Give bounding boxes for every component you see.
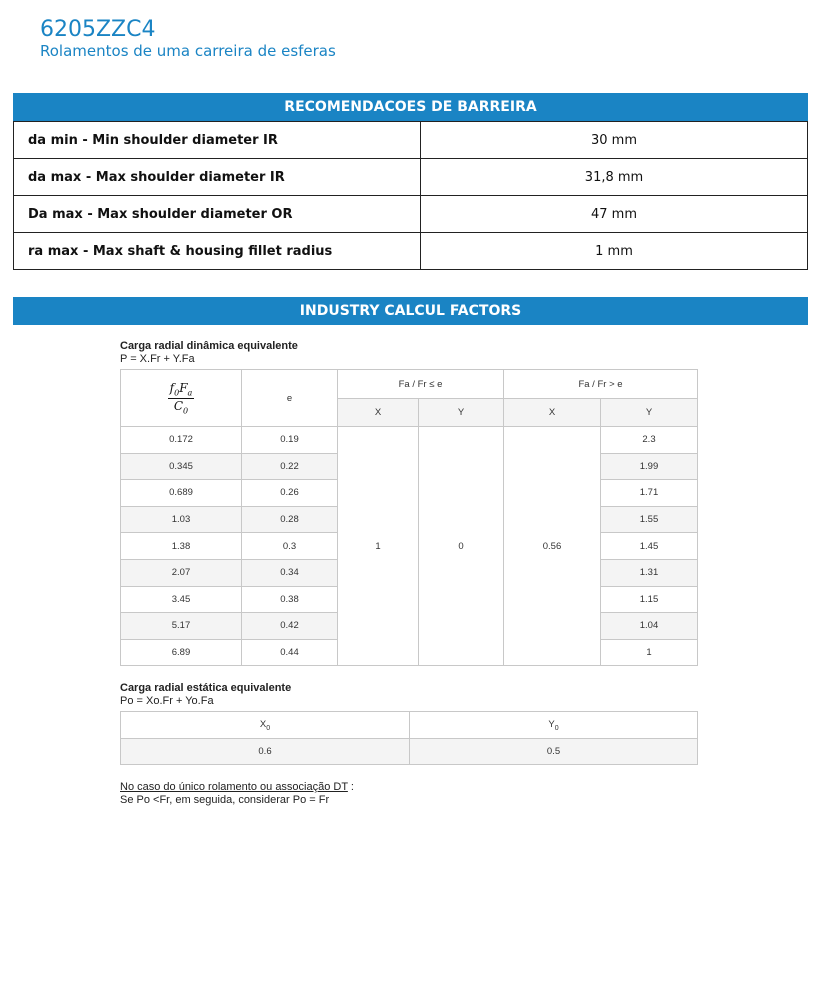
ratio-cell: 0.689 [121,480,242,507]
barreira-value: 30 mm [421,122,808,159]
e-cell: 0.42 [242,613,338,640]
ratio-cell: 2.07 [121,559,242,586]
barreira-row [14,122,808,159]
ratio-numerator: $f_0F_a$ [169,381,193,398]
page-header [40,18,336,60]
barreira-value: 1 mm [421,233,808,270]
barreira-label: da max - Max shoulder diameter IR [14,159,421,196]
x0-header: $X_0$ [121,712,410,739]
barreira-row [14,196,808,233]
dynamic-load-label: Carga radial dinâmica equivalente [120,340,298,352]
group2-header: Fa / Fr > e [504,370,698,399]
merged-merged-x1-cell: 1 [338,427,419,666]
note-colon: : [347,781,354,794]
barreira-table [13,121,808,270]
merged-merged-x2-cell: 0.56 [504,427,601,666]
barreira-row [14,159,808,196]
y0-header: $Y_0$ [410,712,698,739]
y1-header: Y [419,399,504,427]
x2-header: X [504,399,601,427]
barreira-value: 31,8 mm [421,159,808,196]
barreira-heading: RECOMENDACOES DE BARREIRA [13,93,808,121]
y2-cell: 1.31 [601,559,698,586]
ratio-cell: 0.345 [121,453,242,480]
factors-heading: INDUSTRY CALCUL FACTORS [13,297,808,325]
y0-value: 0.5 [410,739,698,765]
e-cell: 0.44 [242,639,338,666]
y2-cell: 1.55 [601,506,698,533]
ratio-cell: 1.03 [121,506,242,533]
e-cell: 0.34 [242,559,338,586]
e-cell: 0.19 [242,427,338,454]
y2-cell: 1.04 [601,613,698,640]
ratio-denominator: $C_0$ [173,398,189,415]
barreira-label: Da max - Max shoulder diameter OR [14,196,421,233]
dynamic-load-formula: P = X.Fr + Y.Fa [120,353,195,365]
x1-header: X [338,399,419,427]
y2-cell: 1.45 [601,533,698,560]
y2-cell: 1.99 [601,453,698,480]
note-text: Se Po <Fr, em seguida, considerar Po = Fr [120,794,330,807]
merged-merged-y1-cell: 0 [419,427,504,666]
ratio-cell: 3.45 [121,586,242,613]
barreira-value: 47 mm [421,196,808,233]
barreira-row [14,233,808,270]
note-link[interactable]: No caso do único rolamento ou associação DT [120,781,348,794]
e-header: e [242,370,338,427]
e-cell: 0.3 [242,533,338,560]
y2-cell: 1.71 [601,480,698,507]
y2-cell: 2.3 [601,427,698,454]
e-cell: 0.26 [242,480,338,507]
factor-row [121,427,698,454]
product-title: 6205ZZC4 [40,17,156,42]
ratio-cell: 1.38 [121,533,242,560]
factors-panel [120,340,700,807]
static-load-formula: Po = Xo.Fr + Yo.Fa [120,695,214,708]
static-load-label: Carga radial estática equivalente [120,682,292,695]
x0-value: 0.6 [121,739,410,765]
y2-cell: 1 [601,639,698,666]
group1-header: Fa / Fr ≤ e [338,370,504,399]
ratio-cell: 0.172 [121,427,242,454]
note [120,781,700,794]
dynamic-factors-table [120,369,698,666]
barreira-label: ra max - Max shaft & housing fillet radius [14,233,421,270]
e-cell: 0.38 [242,586,338,613]
e-cell: 0.28 [242,506,338,533]
ratio-header [121,370,242,427]
y2-cell: 1.15 [601,586,698,613]
barreira-label: da min - Min shoulder diameter IR [14,122,421,159]
static-factors-table [120,711,698,765]
ratio-cell: 6.89 [121,639,242,666]
product-subtitle: Rolamentos de uma carreira de esferas [40,42,336,60]
ratio-fraction [168,381,195,415]
ratio-cell: 5.17 [121,613,242,640]
e-cell: 0.22 [242,453,338,480]
y2-header: Y [601,399,698,427]
